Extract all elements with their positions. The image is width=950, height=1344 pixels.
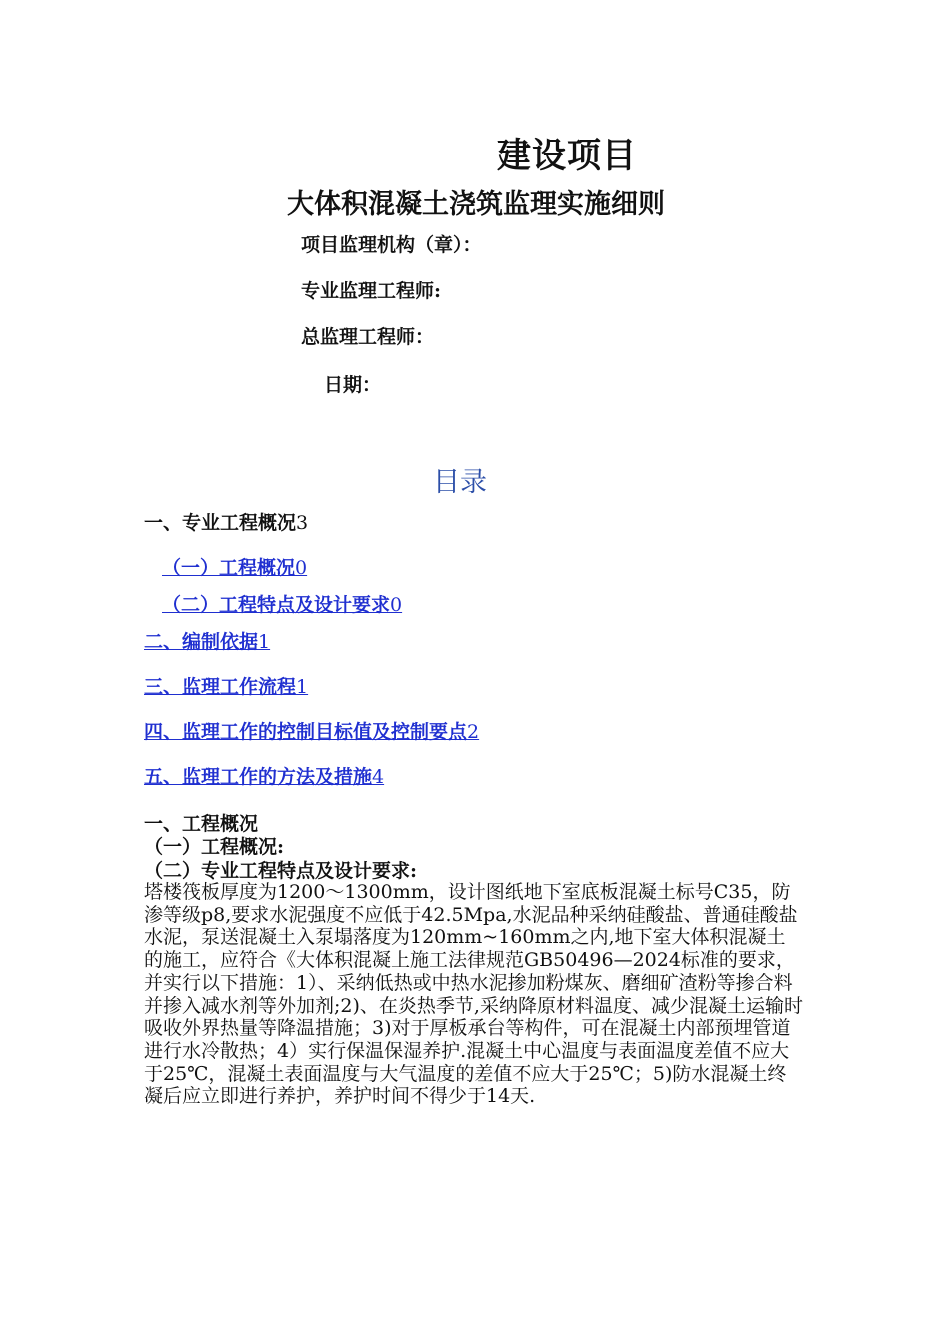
toc-heading: 目录 [433, 467, 487, 498]
toc-link-control-targets[interactable] [144, 717, 479, 744]
section-sub1: （一）工程概况: [144, 836, 285, 858]
toc-link-label: 二、编制依据 [144, 631, 259, 653]
toc-link-methods-measures[interactable] [144, 762, 384, 789]
toc-link-features-requirements[interactable] [162, 590, 402, 617]
toc-link-page: 0 [295, 557, 308, 579]
cover-subtitle: 大体积混凝土浇筑监理实施细则 [287, 189, 665, 220]
toc-link-page: 0 [390, 594, 403, 616]
cover-title: 建设项目 [497, 136, 637, 176]
toc-item-page: 3 [296, 512, 309, 534]
section-sub2: （二）专业工程特点及设计要求: [144, 860, 418, 882]
section-heading: 一、工程概况 [144, 813, 259, 835]
toc-link-compilation-basis[interactable] [144, 627, 270, 654]
toc-link-label: （一）工程概况 [162, 557, 296, 579]
field-chief-engineer: 总监理工程师： [301, 326, 435, 348]
toc-link-page: 4 [372, 766, 385, 788]
toc-link-page: 1 [296, 676, 309, 698]
field-specialist-engineer: 专业监理工程师: [301, 280, 442, 302]
toc-link-project-overview[interactable] [162, 553, 307, 580]
toc-item-overview [144, 508, 308, 535]
toc-link-page: 2 [467, 721, 480, 743]
field-supervision-org: 项目监理机构（章）： [301, 234, 482, 256]
field-date: 日期： [324, 374, 382, 396]
section-body-text: 塔楼筏板厚度为1200～1300mm，设计图纸地下室底板混凝土标号C35，防渗等级p8,要求水泥强度不应低于42.5Mpa,水泥品种采纳硅酸盐、普通硅酸盐水泥，泵送混凝土入泵塌落度为120mm~160mm之内,地下室大体积混凝土的施工，应符合《大体积混凝上施工法律规范GB50496—2024标准的要求，并实行以下措施：1）、采纳低热或中热水泥掺加粉煤灰、磨细矿渣粉等掺合料并掺入减水剂等外加剂;2)、在炎热季节,采纳降原材料温度、减少混凝土运输时吸收外界热量等降温措施；3)对于厚板承台等构件，可在混凝土内部预埋管道进行水冷散热；4）实行保温保湿养护.混凝土中心温度与表面温度差值不应大于25℃，混凝土表面温度与大气温度的差值不应大于25℃；5)防水混凝土终凝后应立即进行养护，养护时间不得少于14天. [144, 881, 803, 1108]
toc-link-label: 五、监理工作的方法及措施 [144, 766, 373, 788]
toc-link-label: 四、监理工作的控制目标值及控制要点 [144, 721, 468, 743]
toc-item-label: 一、专业工程概况 [144, 512, 297, 534]
toc-link-page: 1 [258, 631, 271, 653]
toc-link-workflow[interactable] [144, 672, 308, 699]
toc-link-label: （二）工程特点及设计要求 [162, 594, 391, 616]
toc-link-label: 三、监理工作流程 [144, 676, 297, 698]
